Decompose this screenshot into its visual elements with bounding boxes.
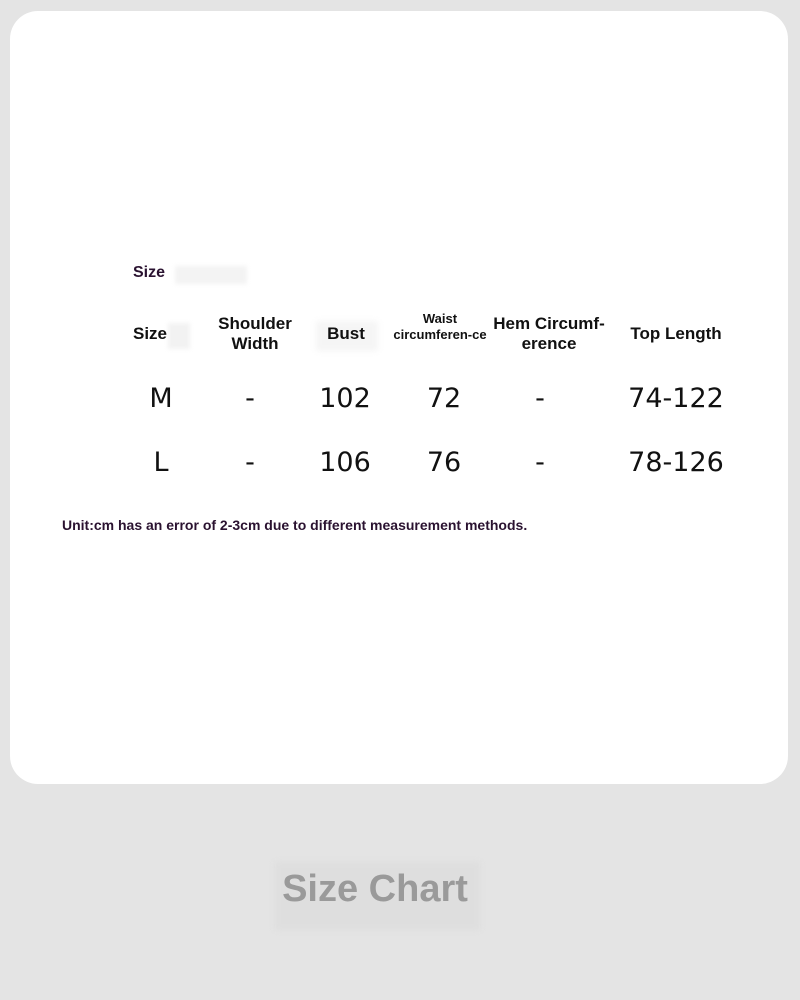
measurement-note: Unit:cm has an error of 2-3cm due to different measurement methods. <box>62 517 528 533</box>
row-l-size: L <box>153 447 169 478</box>
row-l-shoulder: - <box>245 447 255 478</box>
header-bust: Bust <box>327 324 365 343</box>
row-m-shoulder: - <box>245 383 255 414</box>
row-l-hem: - <box>535 447 545 478</box>
row-m-waist: 72 <box>426 383 462 414</box>
row-m-hem: - <box>535 383 545 414</box>
blurred-text-patch <box>175 266 247 284</box>
row-m-bust: 102 <box>319 383 371 414</box>
row-m-top-length: 74-122 <box>628 383 724 414</box>
header-waist-circumference <box>390 311 490 344</box>
row-l-waist: 76 <box>426 447 462 478</box>
row-l-bust: 106 <box>319 447 371 478</box>
header-hem-circumference: Hem Circumf-erence <box>493 314 605 353</box>
header-waist-text: Waist circumferen-ce <box>393 311 487 343</box>
header-top-length: Top Length <box>630 324 722 343</box>
header-shoulder-width: Shoulder Width <box>218 314 292 353</box>
header-size: Size <box>133 324 168 343</box>
row-l-top-length: 78-126 <box>628 447 724 478</box>
size-heading: Size <box>133 264 166 281</box>
size-chart-card <box>10 11 788 784</box>
blurred-text-patch <box>168 323 190 349</box>
footer-title: Size Chart <box>282 868 468 910</box>
row-m-size: M <box>149 383 173 414</box>
